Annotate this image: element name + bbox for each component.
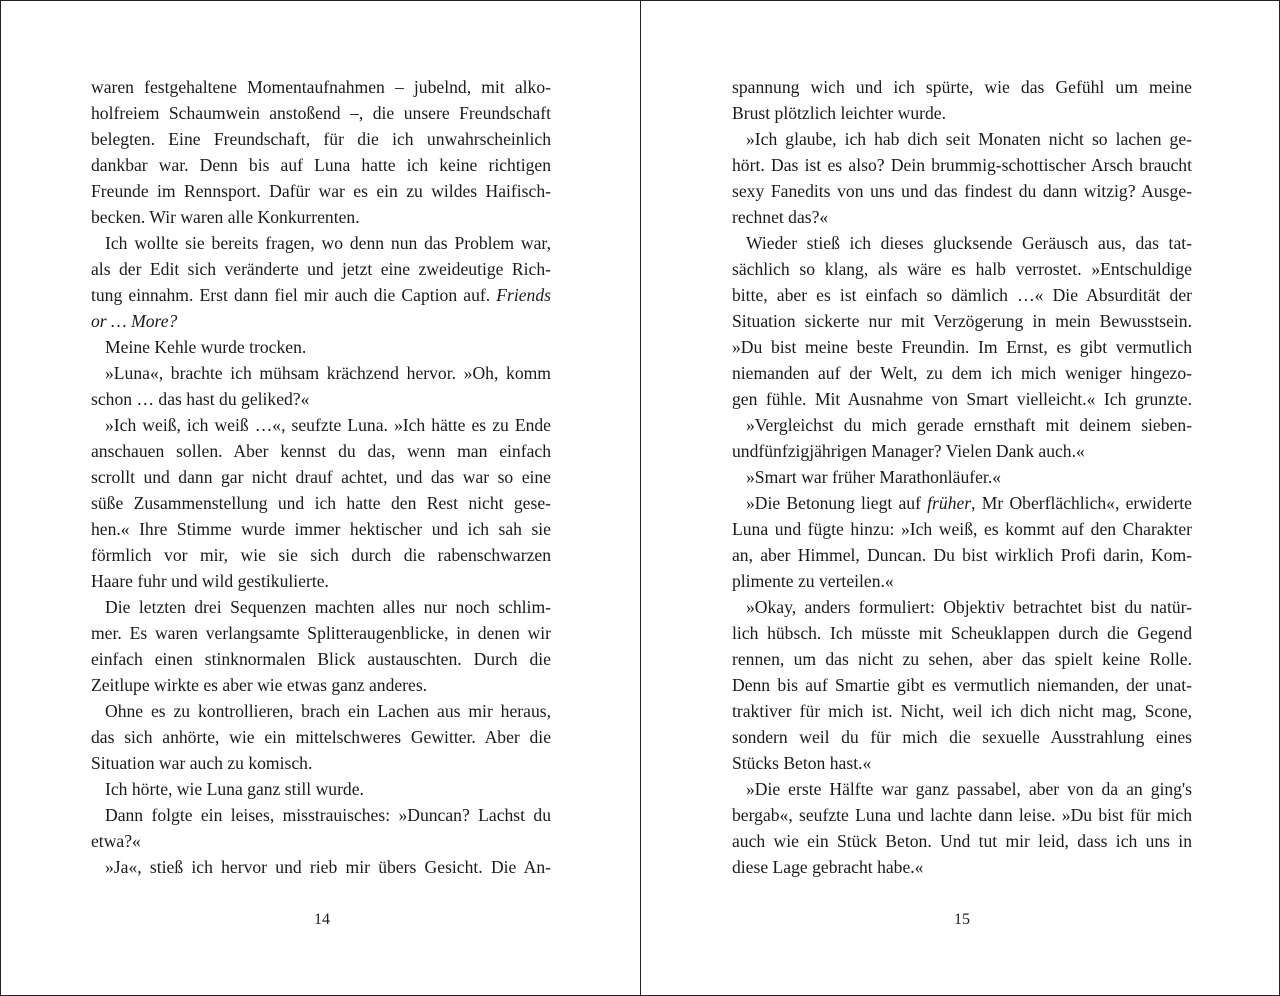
text-line-content: Situation sickerte nur mit Verzögerung in mein Bewusstsein.: [732, 311, 1192, 331]
text-line-content: sächlich so klang, als wäre es halb verrostet. »Entschuldige: [732, 259, 1192, 279]
text-line-content: schon … das hast du geliked?«: [91, 389, 310, 409]
text-line: [732, 802, 1192, 828]
text-line: [91, 74, 551, 100]
text-line-content: sondern weil du für mich die sexuelle Ausstrahlung eines: [732, 727, 1192, 747]
text-line: [91, 516, 551, 542]
text-line: [91, 438, 551, 464]
text-line-content: Ohne es zu kontrollieren, brach ein Lachen aus mir heraus,: [105, 701, 551, 721]
text-line-content: tung einnahm. Erst dann fiel mir auch die Caption auf.: [91, 285, 497, 305]
text-line-content: »Vergleichst du mich gerade ernsthaft mit deinem sieben-: [746, 415, 1192, 435]
text-line-content: förmlich vor mir, wie sie sich durch die rabenschwarzen: [91, 545, 551, 565]
text-line-content: Meine Kehle wurde trocken.: [105, 337, 307, 357]
text-line: [91, 646, 551, 672]
text-line-content: hen.« Ihre Stimme wurde immer hektischer und ich sah sie: [91, 519, 551, 539]
text-line-content: Ich hörte, wie Luna ganz still wurde.: [105, 779, 364, 799]
text-line: [732, 854, 1192, 880]
text-line: [91, 750, 551, 776]
text-line-content: »Smart war früher Marathonläufer.«: [746, 467, 1002, 487]
text-line-content: holfreiem Schaumwein anstoßend –, die unsere Freundschaft: [91, 103, 551, 123]
italic-text: früher: [927, 493, 972, 513]
text-line: [91, 412, 551, 438]
text-line-content: gen fühle. Mit Ausnahme von Smart vielleicht.« Ich grunzte.: [732, 389, 1192, 409]
text-line: [732, 828, 1192, 854]
text-line-content: dankbar war. Denn bis auf Luna hatte ich keine richtigen: [91, 155, 551, 175]
text-line-content: das sich anhörte, wie ein mittelschweres Gewitter. Aber die: [91, 727, 551, 747]
text-line-content: bergab«, seufzte Luna und lachte dann leise. »Du bist für mich: [732, 805, 1192, 825]
text-line: [732, 308, 1192, 334]
text-line-content: einfach einen stinknormalen Blick austauschten. Durch die: [91, 649, 551, 669]
text-line: [91, 282, 551, 308]
text-line-content: traktiver für mich ist. Nicht, weil ich dich nicht mag, Scone,: [732, 701, 1192, 721]
text-line-content: Brust plötzlich leichter wurde.: [732, 103, 946, 123]
text-line: [91, 802, 551, 828]
text-line-content: »Ja«, stieß ich hervor und rieb mir übers Gesicht. Die An-: [105, 857, 551, 877]
text-line-content: Stücks Beton hast.«: [732, 753, 872, 773]
italic-text: or … More?: [91, 311, 178, 331]
text-line: [732, 776, 1192, 802]
left-page-text: [91, 74, 551, 880]
text-line: [91, 386, 551, 412]
text-line-content: »Ich glaube, ich hab dich seit Monaten nicht so lachen ge-: [746, 129, 1192, 149]
text-line-content: »Okay, anders formuliert: Objektiv betrachtet bist du natür-: [746, 597, 1192, 617]
text-line-content: »Luna«, brachte ich mühsam krächzend hervor. »Oh, komm: [105, 363, 551, 383]
text-line: [732, 672, 1192, 698]
text-line: [732, 230, 1192, 256]
text-line: [732, 750, 1192, 776]
text-line: [91, 230, 551, 256]
text-line-content: belegten. Eine Freundschaft, für die ich unwahrscheinlich: [91, 129, 551, 149]
text-line: [732, 152, 1192, 178]
text-line: [91, 204, 551, 230]
text-line: [91, 178, 551, 204]
text-line-content: »Die Betonung liegt auf: [746, 493, 928, 513]
text-line: [91, 672, 551, 698]
text-line: [732, 412, 1192, 438]
text-line-content: Die letzten drei Sequenzen machten alles nur noch schlim-: [105, 597, 551, 617]
text-line: [732, 386, 1192, 412]
text-line-content: rechnet das?«: [732, 207, 829, 227]
text-line: [91, 724, 551, 750]
text-line: [732, 178, 1192, 204]
text-line: [91, 256, 551, 282]
text-line-content: Dann folgte ein leises, misstrauisches: »Duncan? Lachst du: [105, 805, 551, 825]
text-line-content: niemanden auf der Welt, zu dem ich mich weniger hingezo-: [732, 363, 1192, 383]
text-line: [732, 620, 1192, 646]
text-line-content: mer. Es waren verlangsamte Splitteraugenblicke, in denen wir: [91, 623, 551, 643]
text-line: [91, 542, 551, 568]
text-line-content: etwa?«: [91, 831, 141, 851]
text-line: [91, 464, 551, 490]
text-line-content: Freunde im Rennsport. Dafür war es ein zu wildes Haifisch-: [91, 181, 551, 201]
text-line: [732, 698, 1192, 724]
text-line-content: rennen, um das nicht zu sehen, aber das spielt keine Rolle.: [732, 649, 1192, 669]
right-page-text: [732, 74, 1192, 880]
text-line-content: Haare fuhr und wild gestikulierte.: [91, 571, 329, 591]
text-line: [732, 74, 1192, 100]
text-line: [732, 204, 1192, 230]
text-line: [732, 464, 1192, 490]
text-line: [732, 360, 1192, 386]
text-line-content: Luna und fügte hinzu: »Ich weiß, es kommt auf den Charakter: [732, 519, 1192, 539]
right-page: [641, 1, 1279, 995]
text-line: [732, 256, 1192, 282]
text-line-content: Wieder stieß ich dieses glucksende Geräusch aus, das tat-: [746, 233, 1192, 253]
text-line-content: Situation war auch zu komisch.: [91, 753, 313, 773]
text-line-content: bitte, aber es ist einfach so dämlich …« Die Absurdität der: [732, 285, 1192, 305]
text-line-content: Denn bis auf Smartie gibt es vermutlich niemanden, der unat-: [732, 675, 1192, 695]
text-line-content: »Ich weiß, ich weiß …«, seufzte Luna. »Ich hätte es zu Ende: [105, 415, 551, 435]
text-line-content: waren festgehaltene Momentaufnahmen – jubelnd, mit alko-: [91, 77, 551, 97]
text-line-content: süße Zusammenstellung und ich hatte den Rest nicht gese-: [91, 493, 551, 513]
text-line-content: als der Edit sich veränderte und jetzt eine zweideutige Rich-: [91, 259, 551, 279]
text-line-content: scrollt und dann gar nicht drauf achtet, und das war so eine: [91, 467, 551, 487]
text-line: [91, 620, 551, 646]
text-line-content: undfünfzigjährigen Manager? Vielen Dank auch.«: [732, 441, 1085, 461]
text-line: [91, 100, 551, 126]
text-line-content: Zeitlupe wirkte es aber wie etwas ganz anderes.: [91, 675, 428, 695]
text-line: [732, 646, 1192, 672]
text-line-content: anschauen sollen. Aber kennst du das, wenn man einfach: [91, 441, 551, 461]
text-line: [91, 308, 551, 334]
text-line: [91, 776, 551, 802]
text-line-content: »Du bist meine beste Freundin. Im Ernst, es gibt vermutlich: [732, 337, 1192, 357]
right-page-number: 15: [954, 911, 970, 928]
text-line: [91, 698, 551, 724]
left-page-number: 14: [314, 911, 330, 928]
text-line: [732, 724, 1192, 750]
text-line: [732, 100, 1192, 126]
text-line-content: becken. Wir waren alle Konkurrenten.: [91, 207, 360, 227]
text-line-content: sexy Fanedits von uns und das findest du dann witzig? Ausge-: [732, 181, 1192, 201]
text-line: [732, 282, 1192, 308]
text-line-content: auch wie ein Stück Beton. Und tut mir leid, dass ich uns in: [732, 831, 1192, 851]
text-line: [732, 568, 1192, 594]
text-line: [91, 568, 551, 594]
italic-text: Friends: [496, 285, 551, 305]
text-line: [732, 438, 1192, 464]
text-line-content: Ich wollte sie bereits fragen, wo denn nun das Problem war,: [105, 233, 551, 253]
text-line: [732, 334, 1192, 360]
text-line: [732, 542, 1192, 568]
left-page: [1, 1, 640, 995]
text-line: [91, 126, 551, 152]
text-line: [732, 516, 1192, 542]
text-line-suffix: , Mr Oberflächlich«, erwiderte: [971, 493, 1192, 513]
text-line-content: »Die erste Hälfte war ganz passabel, aber von da an ging's: [746, 779, 1192, 799]
text-line: [732, 490, 1192, 516]
text-line: [91, 490, 551, 516]
text-line: [91, 828, 551, 854]
text-line: [732, 126, 1192, 152]
text-line-content: lich hübsch. Ich müsste mit Scheuklappen durch die Gegend: [732, 623, 1192, 643]
text-line-content: spannung wich und ich spürte, wie das Gefühl um meine: [732, 77, 1192, 97]
text-line: [91, 854, 551, 880]
text-line-content: an, aber Himmel, Duncan. Du bist wirklich Profi darin, Kom-: [732, 545, 1192, 565]
text-line: [91, 360, 551, 386]
text-line: [91, 594, 551, 620]
text-line-content: hört. Das ist es also? Dein brummig-schottischer Arsch braucht: [732, 155, 1192, 175]
text-line-content: diese Lage gebracht habe.«: [732, 857, 924, 877]
text-line: [91, 334, 551, 360]
text-line: [91, 152, 551, 178]
text-line-content: plimente zu verteilen.«: [732, 571, 894, 591]
text-line: [732, 594, 1192, 620]
